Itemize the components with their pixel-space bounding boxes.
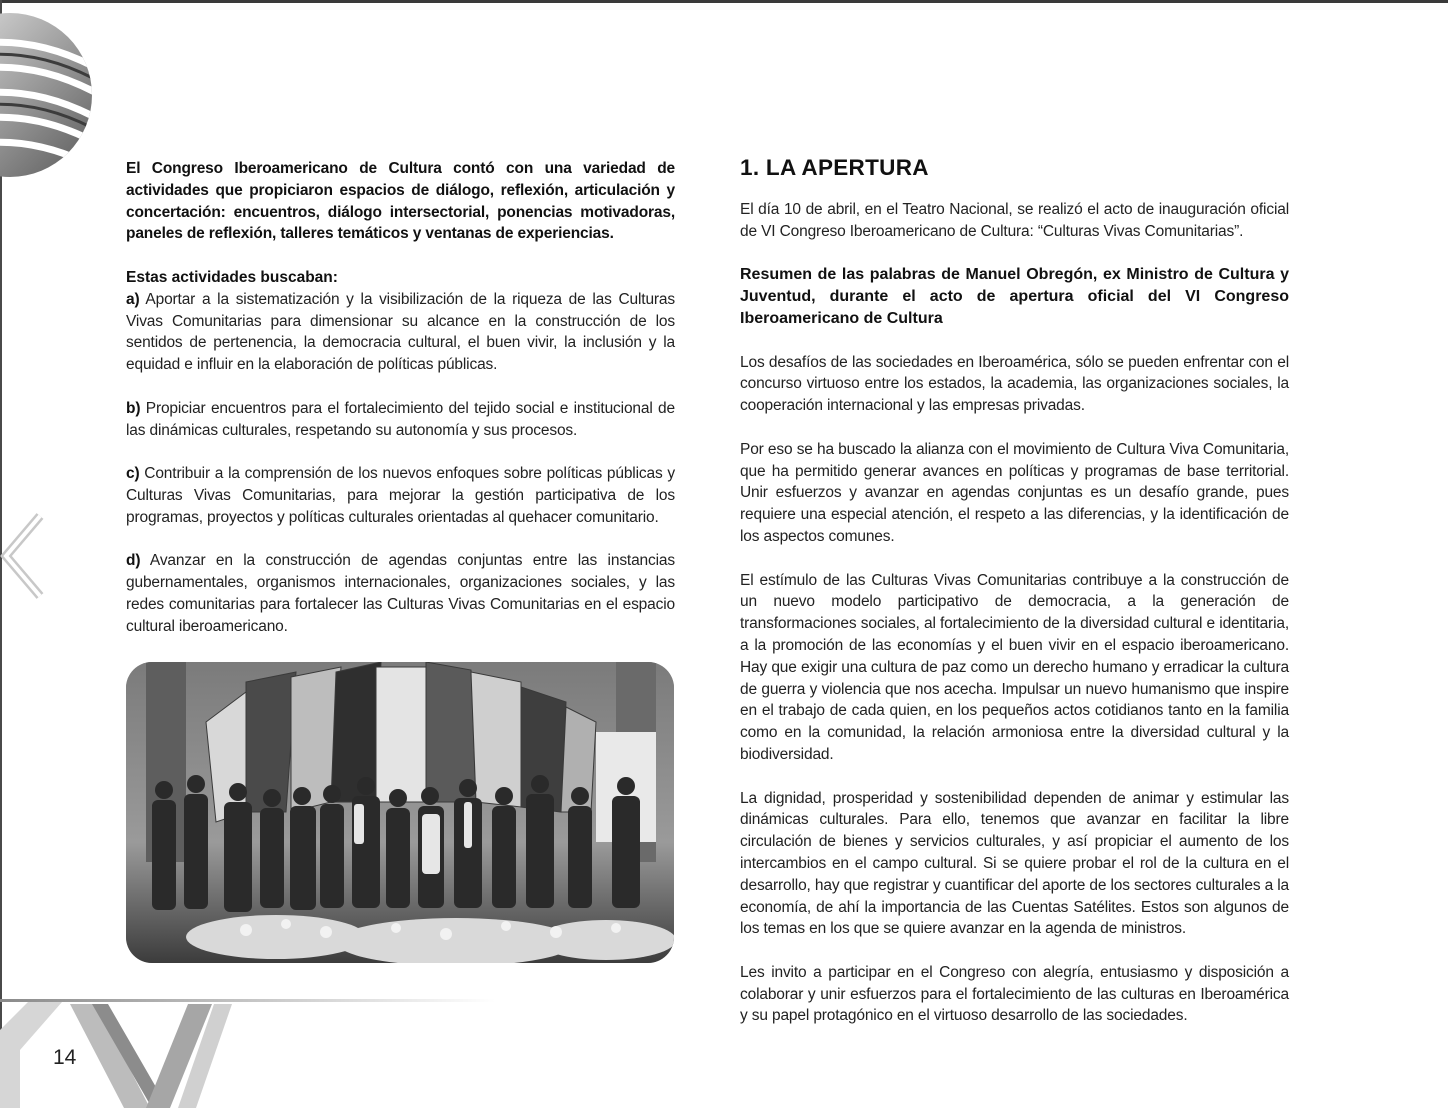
group-photo — [126, 662, 674, 963]
list-item-letter: d) — [126, 552, 141, 570]
page-number: 14 — [53, 1046, 77, 1069]
intro-paragraph: El día 10 de abril, en el Teatro Nacional, se realizó el acto de inauguración oficial de VI Congreso Iberoamericano de Cultura: “Culturas Vivas Comunitarias”. — [740, 201, 1289, 240]
list-item — [126, 398, 675, 442]
list-item-text: Avanzar en la construcción de agendas conjuntas entre las instancias gubernamentales, organismos internacionales, organizaciones sociales, y las redes comunitarias para fortalecer las Culturas Vivas Comunitarias en el espacio cultural iberoamericano. — [126, 552, 675, 635]
list-item-text: Propiciar encuentros para el fortalecimiento del tejido social e institucional de las dinámicas culturales, respetando su autonomía y sus procesos. — [126, 399, 675, 439]
activities-lead: Estas actividades buscaban: — [126, 268, 338, 286]
body-paragraph: Los desafíos de las sociedades en Iberoamérica, sólo se pueden enfrentar con el concurso virtuoso entre los estados, la academia, las organizaciones sociales, la cooperación internacional y las empresas privadas. — [740, 353, 1289, 415]
list-item-text: Aportar a la sistematización y la visibilización de la riqueza de las Culturas Vivas Comunitarias para dimensionar su alcance en la construcción de los sentidos de pertenencia, la democracia cultural, el buen vivir, la inclusión y la equidad e influir en la elaboración de políticas públicas. — [126, 290, 675, 374]
body-paragraph: Les invito a participar en el Congreso con alegría, entusiasmo y disposición a colaborar y unir esfuerzos para el fortalecimiento de las culturas en Iberoamérica y su papel protagónico en el virtuoso desarrollo de las sociedades. — [740, 963, 1289, 1025]
list-item — [126, 463, 675, 528]
globe-decoration-icon — [0, 0, 100, 200]
right-column — [740, 153, 1289, 1027]
body-paragraph: La dignidad, prosperidad y sostenibilidad dependen de animar y estimular las dinámicas culturales. Para ello, tenemos que avanzar en facilitar la libre circulación de bienes y servicios culturales, y así propiciar el aumento de los intercambios en el campo cultural. Si se quiere probar el rol de la cultura en el desarrollo, hay que registrar y cuantificar del aporte de los sectores culturales a la economía, de ahí la importancia de las Cuentas Satélites. Estos son algunos de los temas en los que se quiere avanzar en la agenda de ministros. — [740, 789, 1289, 938]
top-border — [0, 0, 1448, 3]
intro-paragraph: El Congreso Iberoamericano de Cultura contó con una variedad de actividades que propiciaron espacios de diálogo, reflexión, articulación y concertación: encuentros, diálogo intersectorial, ponencias motivadoras, paneles de reflexión, talleres temáticos y ventanas de experiencias. — [126, 160, 675, 243]
section-title: 1. LA APERTURA — [740, 155, 929, 180]
chevron-left-icon — [0, 508, 52, 604]
list-item-letter: b) — [126, 399, 141, 417]
list-item-letter: a) — [126, 290, 140, 308]
speech-summary-heading: Resumen de las palabras de Manuel Obregón, ex Ministro de Cultura y Juventud, durante el acto de apertura oficial del VI Congreso Iberoamericano de Cultura — [740, 266, 1289, 327]
body-paragraph: El estímulo de las Culturas Vivas Comunitarias contribuye a la construcción de un nuevo modelo participativo de democracia, a la generación de transformaciones sociales, al fortalecimiento de la diversidad cultural e identitaria, a la promoción de las economías y el buen vivir en el espacio iberoamericano. Hay que exigir una cultura de paz como un derecho humano y erradicar la cultura de guerra y violencia que nos acecha. Impulsar un nuevo humanismo que inspire en el trabajo de cada quien, en los pequeños actos cotidianos tanto en la familia como en la comunidad, la relación armoniosa entre la diversidad cultural y la biodiversidad. — [740, 571, 1289, 763]
left-column — [126, 158, 675, 638]
list-item — [126, 289, 675, 376]
list-item-letter: c) — [126, 465, 140, 483]
body-paragraph: Por eso se ha buscado la alianza con el movimiento de Cultura Viva Comunitaria, que ha permitido generar avances en políticas y programas de base territorial. Unir esfuerzos y avanzar en agendas conjuntas es un desafío grande, pues requiere una especial atención, el respeto a las diferencias, y la identificación de los aspectos comunes. — [740, 440, 1289, 545]
list-item-text: Contribuir a la comprensión de los nuevos enfoques sobre políticas públicas y Culturas Vivas Comunitarias, para mejorar la gestión participativa de los programas, proyectos y políticas culturales orientadas al quehacer comunitario. — [126, 465, 675, 526]
list-item — [126, 550, 675, 637]
